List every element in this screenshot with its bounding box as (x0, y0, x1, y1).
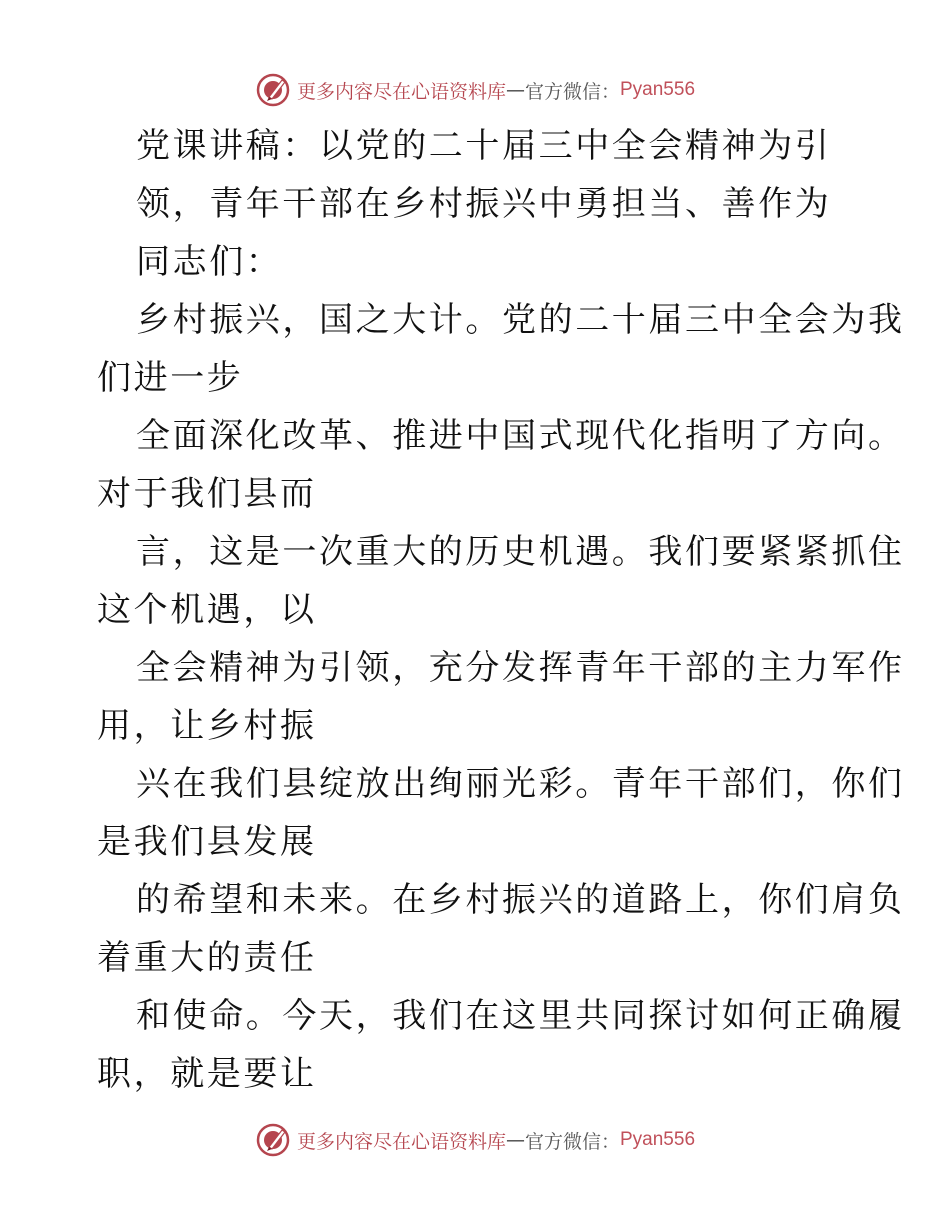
watermark-brand: 更多内容尽在心语资料库 (296, 1130, 506, 1153)
body-line: 全会精神为引领，充分发挥青年干部的主力军作 (136, 648, 905, 688)
pen-logo-icon (255, 1122, 291, 1158)
body-line: 着重大的责任 (97, 938, 317, 978)
header-watermark (0, 70, 950, 110)
title-line-2: 领，青年干部在乡村振兴中勇担当、善作为 (136, 184, 832, 224)
watermark-brand: 更多内容尽在心语资料库 (296, 80, 506, 103)
body-line: 乡村振兴，国之大计。党的二十届三中全会为我 (136, 300, 905, 340)
body-line: 是我们县发展 (97, 822, 317, 862)
body-line: 用，让乡村振 (97, 706, 317, 746)
pen-logo-icon (255, 72, 291, 108)
body-line: 们进一步 (97, 358, 244, 398)
watermark-wechat-label: 官方微信： (524, 1130, 620, 1153)
body-line: 兴在我们县绽放出绚丽光彩。青年干部们，你们 (136, 764, 905, 804)
watermark-wechat-id: Pyan556 (620, 1129, 696, 1150)
body-line: 这个机遇，以 (97, 590, 317, 630)
body-line: 的希望和未来。在乡村振兴的道路上，你们肩负 (136, 880, 905, 920)
watermark-wechat-label: 官方微信： (524, 80, 620, 103)
title-line-1: 党课讲稿：以党的二十届三中全会精神为引 (136, 126, 832, 166)
body-line: 言，这是一次重大的历史机遇。我们要紧紧抓住 (136, 532, 905, 572)
body-line: 和使命。今天，我们在这里共同探讨如何正确履 (136, 996, 905, 1036)
footer-watermark (0, 1120, 950, 1160)
body-line: 对于我们县而 (97, 474, 317, 514)
watermark-dash: — (505, 1129, 525, 1151)
salutation: 同志们： (136, 242, 283, 282)
watermark-dash: — (505, 79, 525, 101)
body-line: 职，就是要让 (97, 1054, 317, 1094)
body-line: 全面深化改革、推进中国式现代化指明了方向。 (136, 416, 905, 456)
watermark-wechat-id: Pyan556 (620, 79, 696, 100)
